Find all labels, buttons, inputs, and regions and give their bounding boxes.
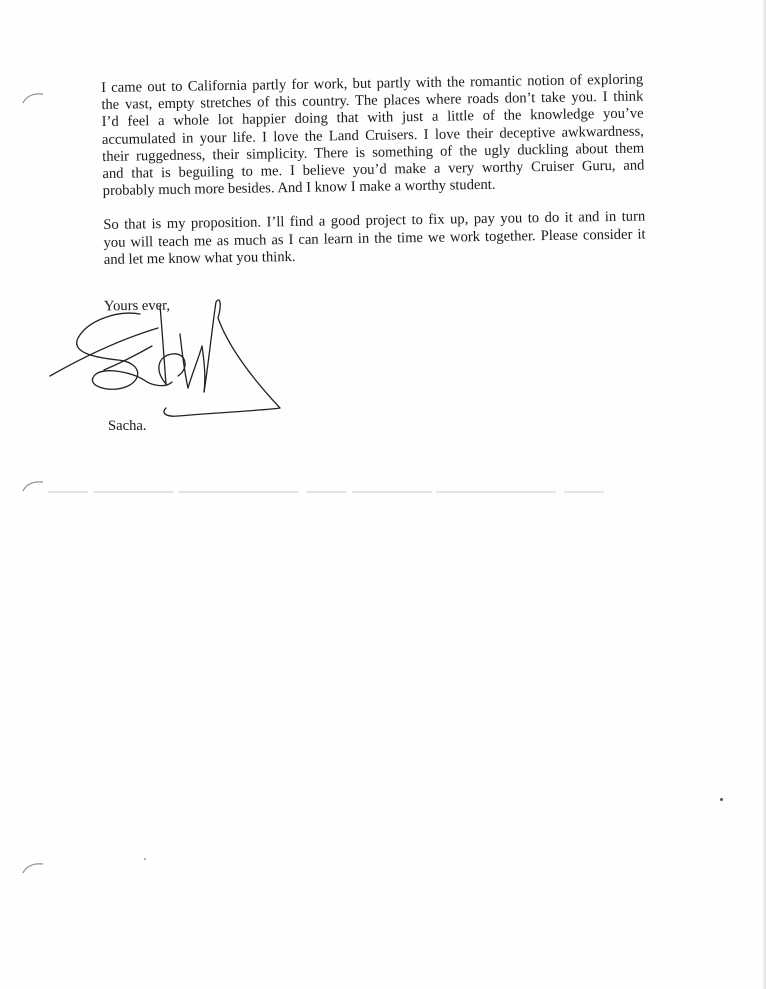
paragraph-1-line: and that is beguiling to me. I believe you’d make a very worthy Cruiser Guru, and	[102, 157, 645, 183]
letter-body	[101, 71, 646, 286]
paragraph-1-line: the vast, empty stretches of this country. The places where roads don’t take you. I think	[101, 88, 644, 114]
closing-salutation: Yours ever,	[103, 297, 171, 315]
paragraph-1-line: accumulated in your life. I love the Land Cruisers. I love their deceptive awkwardness,	[101, 123, 644, 148]
paragraph-2-line: you will teach me as much as I can learn in the time we work together. Please consider it	[103, 226, 646, 251]
fold-line	[48, 491, 608, 493]
scan-speck	[720, 798, 723, 801]
paragraph-1	[101, 71, 645, 200]
paragraph-2-line: So that is my proposition. I’ll find a good project to fix up, pay you to do it and in turn	[103, 208, 646, 234]
paragraph-2	[103, 209, 646, 269]
hole-punch-mark-top	[22, 92, 44, 104]
hole-punch-mark-bottom	[22, 862, 44, 874]
signer-name: Sacha.	[108, 418, 147, 434]
paragraph-1-line: I came out to California partly for work, but partly with the romantic notion of exploring	[101, 71, 644, 96]
handwritten-signature	[48, 298, 288, 420]
paragraph-1-line: probably much more besides. And I know I make a worthy student.	[102, 177, 496, 200]
paragraph-2-line: and let me know what you think.	[103, 248, 296, 268]
hole-punch-mark-middle	[22, 480, 44, 492]
paragraph-1-line: their ruggedness, their simplicity. There is something of the ugly duckling about them	[102, 140, 645, 165]
paragraph-1-line: I’d feel a whole lot happier doing that with just a little of the knowledge you’ve	[101, 105, 644, 131]
scan-speck	[144, 858, 146, 860]
